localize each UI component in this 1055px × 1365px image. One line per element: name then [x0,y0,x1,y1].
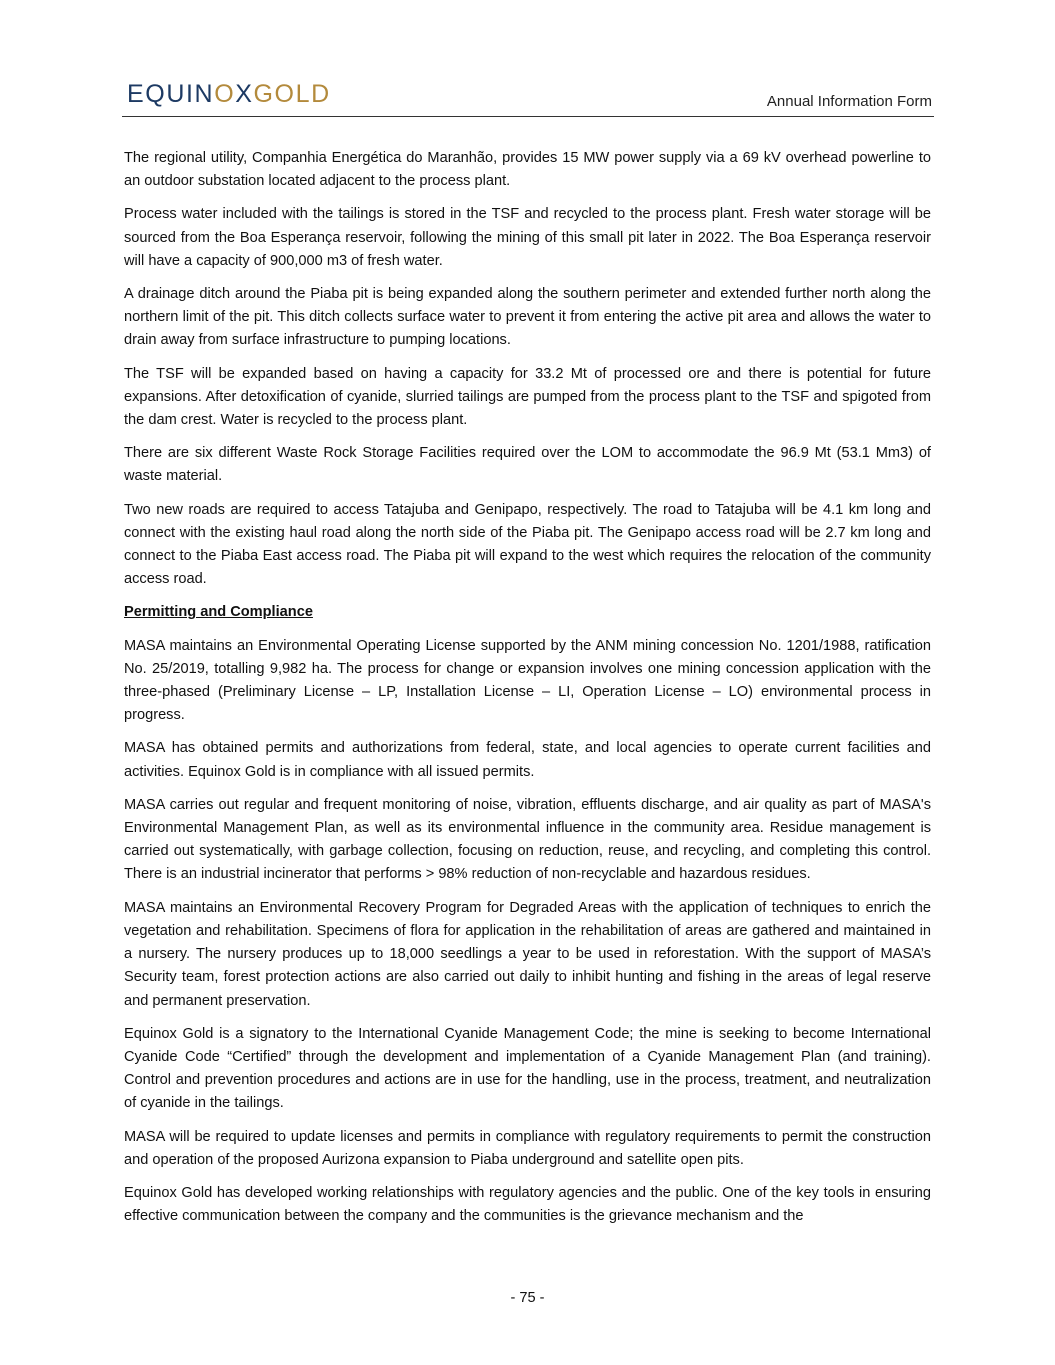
paragraph-monitoring: MASA carries out regular and frequent monitoring of noise, vibration, effluents discharge, and air quality as part of MASA's Environmental Management Plan, as well as its environmental influence in the community area. Residue management is carried out systematically, with garbage collection, focusing on reduction, reuse, and recycling, and completing this control. There is an industrial incinerator that performs > 98% reduction of non-recyclable and hazardous residues. [124,796,931,883]
paragraph-cyanide-code: Equinox Gold is a signatory to the International Cyanide Management Code; the mine is seeking to become International Cyanide Code “Certified” through the development and implementation of a Cyanide Management Plan (and training). Control and prevention procedures and actions are in use for the handling, use in the process, treatment, and neutralization of cyanide in the tailings. [124,1025,931,1112]
paragraph-access-roads: Two new roads are required to access Tatajuba and Genipapo, respectively. The road to Tatajuba will be 4.1 km long and connect with the existing haul road along the north side of the Piaba pit. The Genipapo access road will be 2.7 km long and connect to the Piaba East access road. The Piaba pit will expand to the west which requires the relocation of the community access road. [124,501,931,588]
paragraph-operating-license: MASA maintains an Environmental Operating License supported by the ANM mining concession No. 1201/1988, ratification No. 25/2019, totalling 9,982 ha. The process for change or expansion involves one mining concession application with the three-phased (Preliminary License – LP, Installation License – LI, Operation License – LO) environmental process in progress. [124,637,931,724]
paragraph-power-supply: The regional utility, Companhia Energética do Maranhão, provides 15 MW power supply via a 69 kV overhead powerline to an outdoor substation located adjacent to the process plant. [124,150,931,190]
document-type-label: Annual Information Form [766,93,932,110]
paragraph-tsf-expansion: The TSF will be expanded based on having a capacity for 33.2 Mt of processed ore and there is potential for future expansions. After detoxification of cyanide, slurried tailings are pumped from the process plant to the TSF and spigoted from the dam crest. Water is recycled to the process plant. [124,365,931,429]
page-content [124,147,931,1238]
paragraph-working-relationships: Equinox Gold has developed working relationships with regulatory agencies and the public. One of the key tools in ensuring effective communication between the company and the communities is the grievance mechanism and the [124,1184,931,1225]
logo-text-x: X [235,80,254,108]
logo-text-equin: EQUIN [127,80,215,108]
paragraph-license-updates: MASA will be required to update licenses and permits in compliance with regulatory requirements to permit the construction and operation of the proposed Aurizona expansion to Piaba underground and satellite open pits. [124,1128,931,1168]
page-header [122,80,934,117]
paragraph-permits-obtained: MASA has obtained permits and authorizations from federal, state, and local agencies to operate current facilities and activities. Equinox Gold is in compliance with all issued permits. [124,740,931,780]
section-heading-permitting: Permitting and Compliance [124,604,313,621]
paragraph-waste-rock: There are six different Waste Rock Storage Facilities required over the LOM to accommodate the 96.9 Mt (53.1 Mm3) of waste material. [124,445,931,485]
equinox-gold-logo [127,80,331,108]
page-number: - 75 - [510,1290,545,1306]
paragraph-recovery-program: MASA maintains an Environmental Recovery Program for Degraded Areas with the application of techniques to enrich the vegetation and rehabilitation. Specimens of flora for application in the rehabilitation of areas are gathered and maintained in a nursery. The nursery produces up to 18,000 seedlings a year to be used in reforestation. With the support of MASA’s Security team, forest protection actions are also carried out daily to inhibit hunting and fishing in the areas of legal reserve and permanent preservation. [124,899,931,1009]
logo-text-o: O [214,80,236,108]
logo-text-gold: GOLD [253,80,331,108]
paragraph-process-water: Process water included with the tailings is stored in the TSF and recycled to the process plant. Fresh water storage will be sourced from the Boa Esperança reservoir, following the mining of this small pit later in 2022. The Boa Esperança reservoir will have a capacity of 900,000 m3 of fresh water. [124,206,931,269]
paragraph-drainage-ditch: A drainage ditch around the Piaba pit is being expanded along the southern perimeter and extended further north along the northern limit of the pit. This ditch collects surface water to prevent it from entering the active pit area and allows the water to drain away from surface infrastructure to pumping locations. [124,286,931,349]
